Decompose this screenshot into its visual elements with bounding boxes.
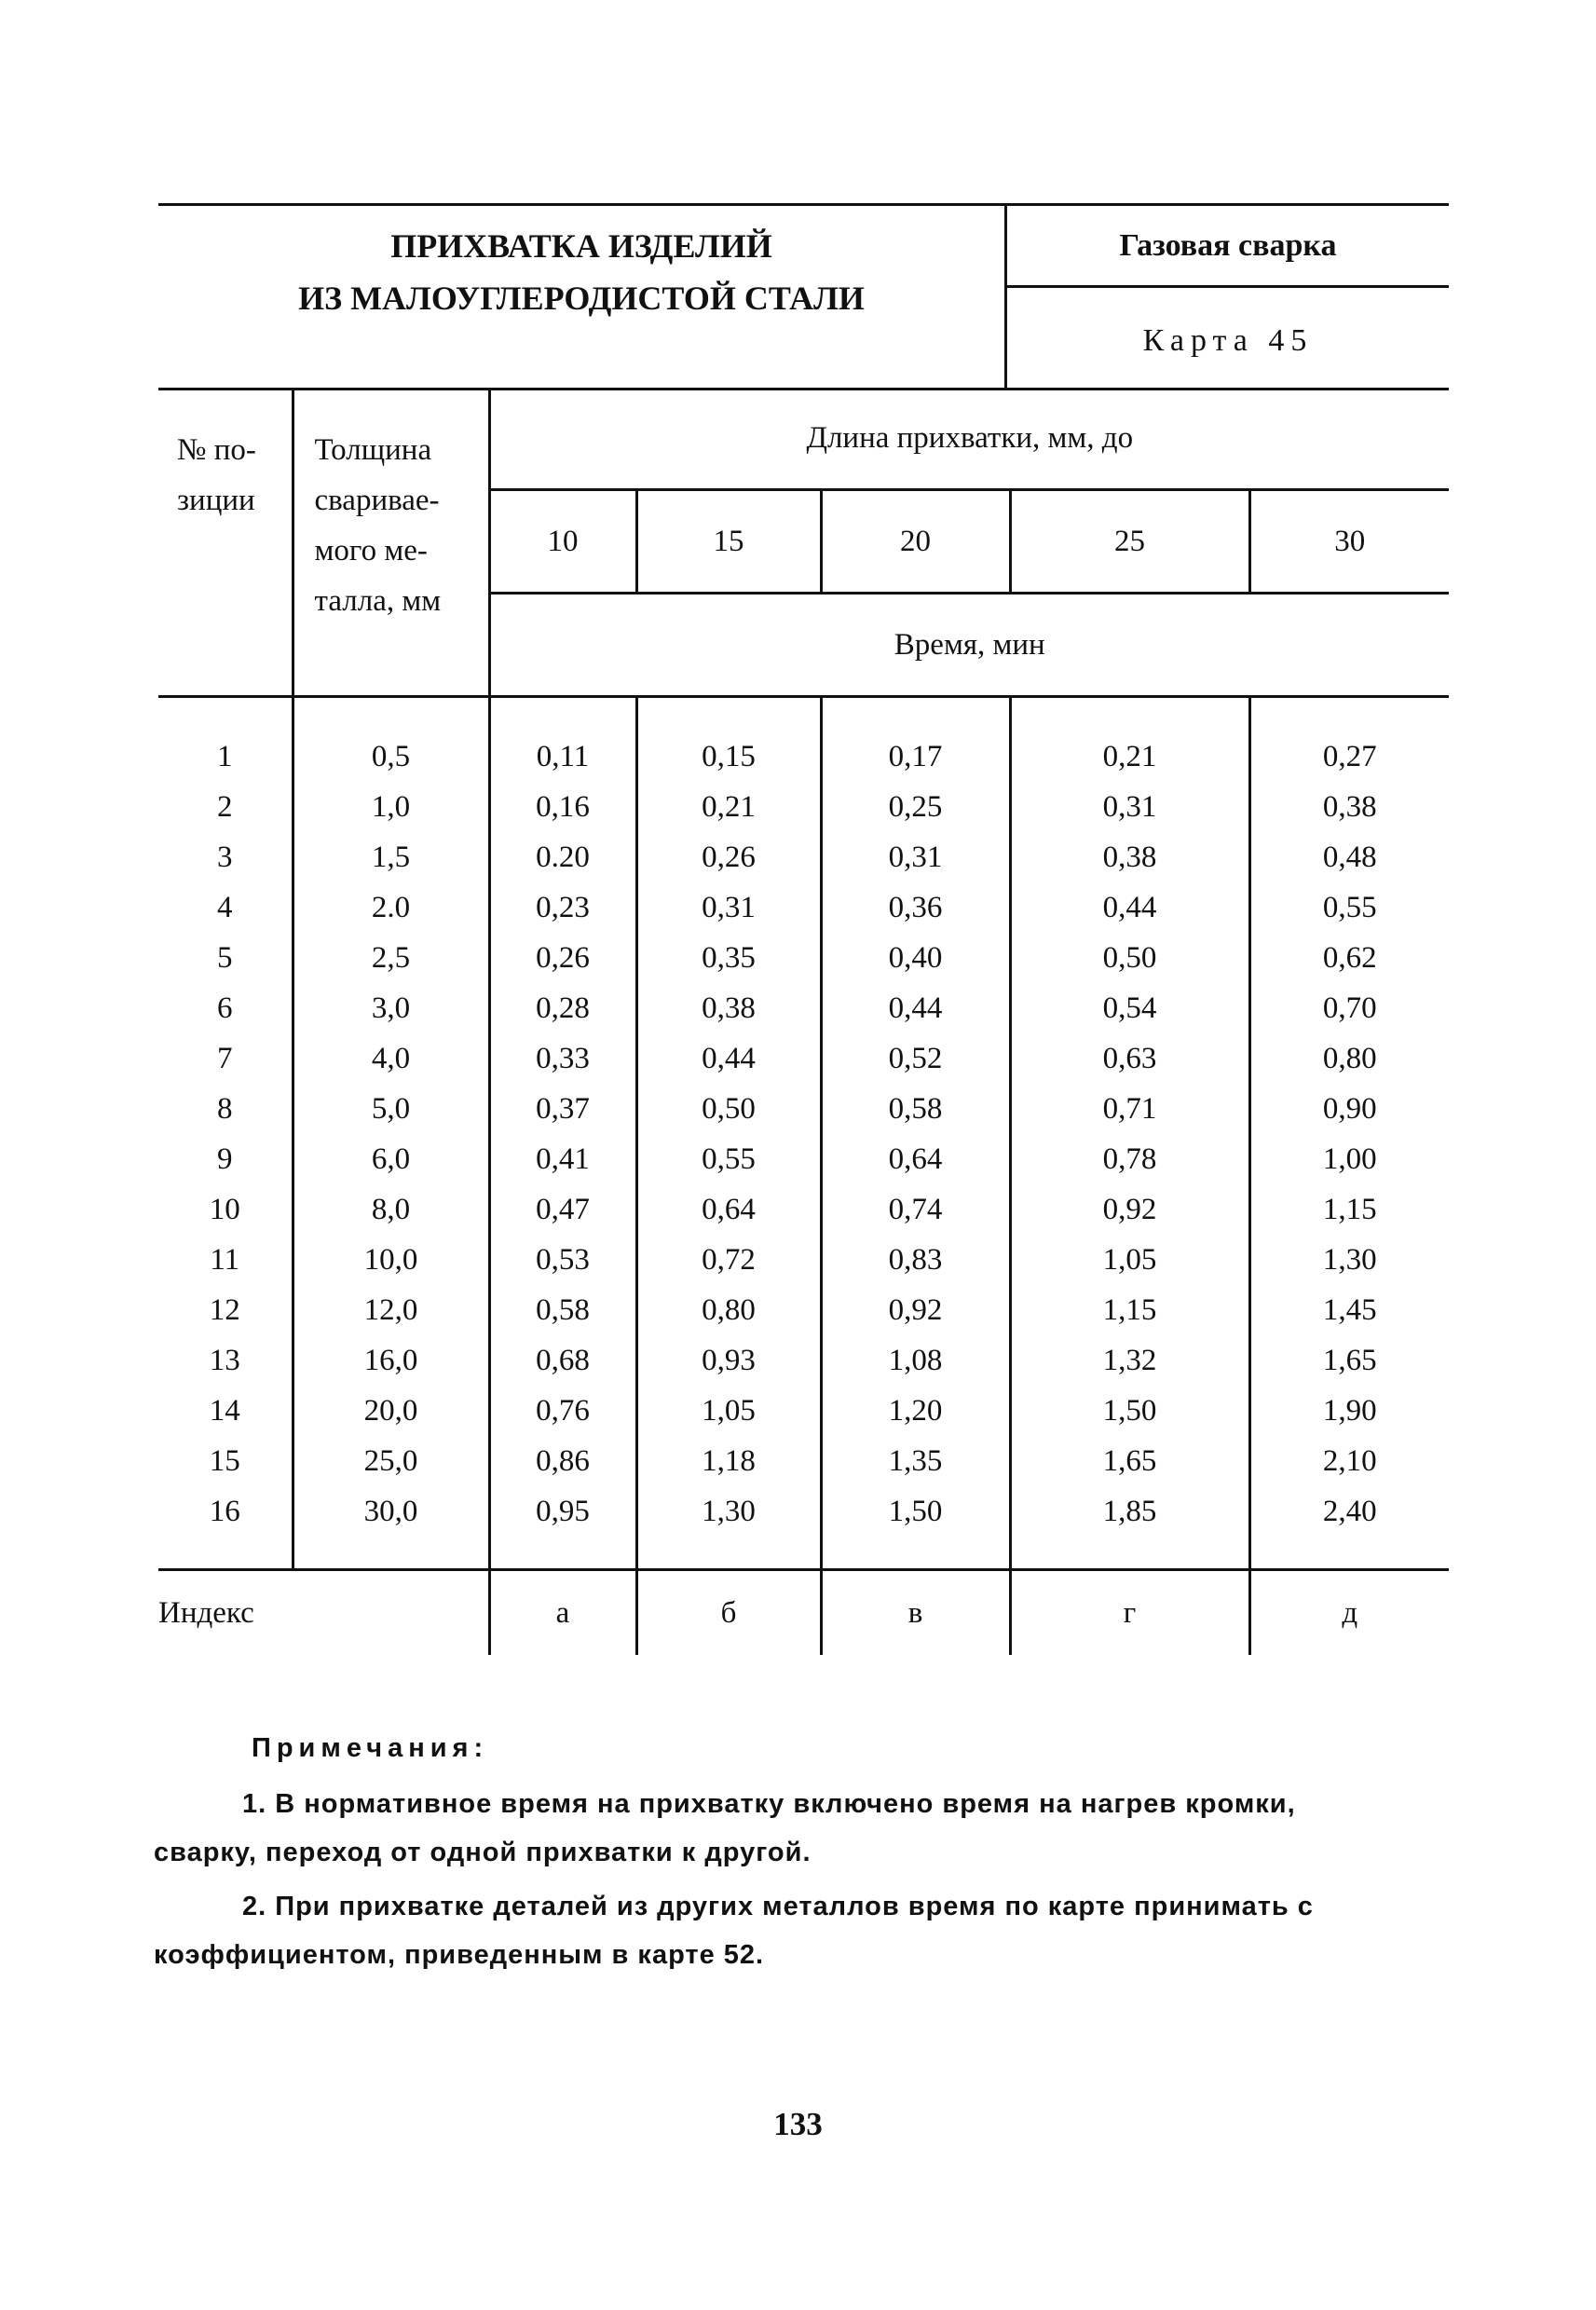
thickness-cell: 12,0 [293, 1285, 489, 1335]
position-cell: 14 [209, 1393, 240, 1428]
position-cell: 7 [217, 1041, 233, 1075]
position-cell: 8 [217, 1091, 233, 1126]
time-value-cell: 0,74 [821, 1184, 1010, 1235]
table-row [158, 1486, 1449, 1570]
time-value-cell: 0,58 [489, 1285, 636, 1335]
index-value: г [1010, 1570, 1249, 1656]
note-2-line-2: коэффициентом, приведенным в карте 52. [154, 1940, 765, 1970]
card-title-line-1: ПРИХВАТКА ИЗДЕЛИЙ [390, 227, 772, 265]
time-value-cell: 0,16 [489, 782, 636, 832]
time-value-cell: 0,64 [636, 1184, 821, 1235]
time-value-cell: 1,45 [1249, 1285, 1449, 1335]
time-value-cell: 0,36 [821, 882, 1010, 933]
time-value-cell: 0,27 [1249, 697, 1449, 783]
time-value-cell: 0,55 [1249, 882, 1449, 933]
table-row [158, 1134, 1449, 1184]
position-cell: 16 [209, 1494, 240, 1528]
time-value-cell: 0,63 [1010, 1033, 1249, 1084]
time-value-cell: 1,50 [1010, 1386, 1249, 1436]
position-cell: 11 [210, 1242, 240, 1277]
time-value-cell: 0,48 [1249, 832, 1449, 882]
position-cell: 1 [217, 739, 233, 773]
time-value-cell: 0,70 [1249, 983, 1449, 1033]
index-value: д [1249, 1570, 1449, 1656]
time-value-cell: 0,47 [489, 1184, 636, 1235]
thickness-cell: 1,5 [293, 832, 489, 882]
time-value-cell: 1,08 [821, 1335, 1010, 1386]
time-unit-label: Время, мин [489, 594, 1449, 697]
time-value-cell: 0,26 [636, 832, 821, 882]
time-value-cell: 0,38 [1010, 832, 1249, 882]
time-value-cell: 0,55 [636, 1134, 821, 1184]
time-value-cell: 0,40 [821, 933, 1010, 983]
time-value-cell: 0,50 [1010, 933, 1249, 983]
time-value-cell: 1,85 [1010, 1486, 1249, 1570]
time-value-cell: 0,28 [489, 983, 636, 1033]
time-value-cell: 0,33 [489, 1033, 636, 1084]
time-value-cell: 0,52 [821, 1033, 1010, 1084]
time-value-cell: 0,64 [821, 1134, 1010, 1184]
length-15: 15 [636, 490, 821, 594]
index-value: а [489, 1570, 636, 1656]
time-value-cell: 0,58 [821, 1084, 1010, 1134]
table-row [158, 1436, 1449, 1486]
index-value: б [636, 1570, 821, 1656]
time-value-cell: 0,21 [636, 782, 821, 832]
col-header-thickness: Толщина сваривае- мого ме- талла, мм [293, 388, 489, 697]
thickness-cell: 8,0 [293, 1184, 489, 1235]
thickness-cell: 25,0 [293, 1436, 489, 1486]
time-value-cell: 0,25 [821, 782, 1010, 832]
time-value-cell: 0,31 [636, 882, 821, 933]
time-value-cell: 0,80 [636, 1285, 821, 1335]
thickness-cell: 2,5 [293, 933, 489, 983]
process-type: Газовая сварка [1119, 228, 1337, 263]
time-value-cell: 0,31 [1010, 782, 1249, 832]
card-title-line-2: ИЗ МАЛОУГЛЕРОДИСТОЙ СТАЛИ [298, 280, 865, 317]
time-value-cell: 0,44 [1010, 882, 1249, 933]
time-value-cell: 0,35 [636, 933, 821, 983]
thickness-cell: 30,0 [293, 1486, 489, 1570]
note-1-line-1: 1. В нормативное время на прихватку включено время на нагрев кромки, [242, 1789, 1296, 1819]
position-cell: 3 [217, 840, 233, 874]
header-right-divider [1004, 285, 1449, 288]
length-30: 30 [1249, 490, 1449, 594]
index-label: Индекс [158, 1570, 489, 1656]
position-cell: 10 [209, 1192, 240, 1226]
thickness-cell: 3,0 [293, 983, 489, 1033]
col-group-length: Длина прихватки, мм, до [489, 388, 1449, 490]
thickness-cell: 6,0 [293, 1134, 489, 1184]
header-top-rule [158, 203, 1449, 206]
time-value-cell: 1,90 [1249, 1386, 1449, 1436]
time-value-cell: 0,92 [821, 1285, 1010, 1335]
position-cell: 9 [217, 1141, 233, 1176]
table-row [158, 1386, 1449, 1436]
time-value-cell: 1,30 [1249, 1235, 1449, 1285]
table-row [158, 1184, 1449, 1235]
table-row [158, 933, 1449, 983]
time-value-cell: 1,65 [1010, 1436, 1249, 1486]
time-value-cell: 0,15 [636, 697, 821, 783]
time-value-cell: 0,71 [1010, 1084, 1249, 1134]
card-header [158, 203, 1449, 390]
time-value-cell: 2,40 [1249, 1486, 1449, 1570]
time-value-cell: 0,11 [489, 697, 636, 783]
time-value-cell: 0,37 [489, 1084, 636, 1134]
card-number: Карта 45 [1142, 323, 1314, 358]
time-value-cell: 0,80 [1249, 1033, 1449, 1084]
time-value-cell: 0,54 [1010, 983, 1249, 1033]
time-value-cell: 0,92 [1010, 1184, 1249, 1235]
table-row [158, 882, 1449, 933]
position-cell: 5 [217, 940, 233, 975]
time-value-cell: 0,76 [489, 1386, 636, 1436]
time-value-cell: 0,72 [636, 1235, 821, 1285]
time-value-cell: 0.20 [489, 832, 636, 882]
time-value-cell: 1,50 [821, 1486, 1010, 1570]
time-value-cell: 0,53 [489, 1235, 636, 1285]
time-value-cell: 1,35 [821, 1436, 1010, 1486]
time-value-cell: 0,31 [821, 832, 1010, 882]
position-cell: 6 [217, 991, 233, 1025]
thickness-cell: 4,0 [293, 1033, 489, 1084]
thickness-cell: 2.0 [293, 882, 489, 933]
thickness-cell: 16,0 [293, 1335, 489, 1386]
time-value-cell: 1,15 [1249, 1184, 1449, 1235]
time-value-cell: 1,05 [1010, 1235, 1249, 1285]
thickness-cell: 5,0 [293, 1084, 489, 1134]
time-value-cell: 1,00 [1249, 1134, 1449, 1184]
card-title [158, 220, 1004, 324]
time-value-cell: 2,10 [1249, 1436, 1449, 1486]
position-cell: 12 [209, 1292, 240, 1327]
position-cell: 2 [217, 789, 233, 824]
table-row [158, 1285, 1449, 1335]
time-value-cell: 0,68 [489, 1335, 636, 1386]
length-20: 20 [821, 490, 1010, 594]
time-value-cell: 1,32 [1010, 1335, 1249, 1386]
page-number: 133 [773, 2106, 823, 2142]
time-value-cell: 1,05 [636, 1386, 821, 1436]
length-10: 10 [489, 490, 636, 594]
time-value-cell: 1,65 [1249, 1335, 1449, 1386]
time-value-cell: 0,41 [489, 1134, 636, 1184]
time-value-cell: 1,30 [636, 1486, 821, 1570]
table-row [158, 1335, 1449, 1386]
time-value-cell: 0,17 [821, 697, 1010, 783]
time-value-cell: 1,15 [1010, 1285, 1249, 1335]
time-value-cell: 0,23 [489, 882, 636, 933]
time-value-cell: 0,86 [489, 1436, 636, 1486]
table-row [158, 983, 1449, 1033]
col-header-position: № по- зиции [158, 388, 293, 697]
position-cell: 15 [209, 1443, 240, 1478]
table-row [158, 832, 1449, 882]
time-value-cell: 1,20 [821, 1386, 1010, 1436]
time-value-cell: 0,44 [821, 983, 1010, 1033]
table-row [158, 1235, 1449, 1285]
time-value-cell: 0,83 [821, 1235, 1010, 1285]
thickness-cell: 0,5 [293, 697, 489, 783]
time-value-cell: 1,18 [636, 1436, 821, 1486]
time-norms-table [158, 388, 1449, 1655]
notes-heading: Примечания: [252, 1733, 489, 1763]
thickness-cell: 1,0 [293, 782, 489, 832]
position-cell: 13 [209, 1343, 240, 1377]
time-value-cell: 0,78 [1010, 1134, 1249, 1184]
time-value-cell: 0,90 [1249, 1084, 1449, 1134]
position-cell: 4 [217, 890, 233, 924]
index-row [158, 1570, 1449, 1656]
time-value-cell: 0,38 [636, 983, 821, 1033]
table-row [158, 1033, 1449, 1084]
table-row [158, 782, 1449, 832]
time-value-cell: 0,95 [489, 1486, 636, 1570]
table-row [158, 1084, 1449, 1134]
time-value-cell: 0,50 [636, 1084, 821, 1134]
time-value-cell: 0,26 [489, 933, 636, 983]
time-value-cell: 0,44 [636, 1033, 821, 1084]
note-2-line-1: 2. При прихватке деталей из других металлов время по карте принимать с [242, 1892, 1314, 1921]
time-value-cell: 0,38 [1249, 782, 1449, 832]
thickness-cell: 20,0 [293, 1386, 489, 1436]
note-1-line-2: сварку, переход от одной прихватки к другой. [154, 1838, 812, 1867]
length-25: 25 [1010, 490, 1249, 594]
thickness-cell: 10,0 [293, 1235, 489, 1285]
time-value-cell: 0,21 [1010, 697, 1249, 783]
time-value-cell: 0,93 [636, 1335, 821, 1386]
table-row [158, 697, 1449, 783]
time-value-cell: 0,62 [1249, 933, 1449, 983]
index-value: в [821, 1570, 1010, 1656]
